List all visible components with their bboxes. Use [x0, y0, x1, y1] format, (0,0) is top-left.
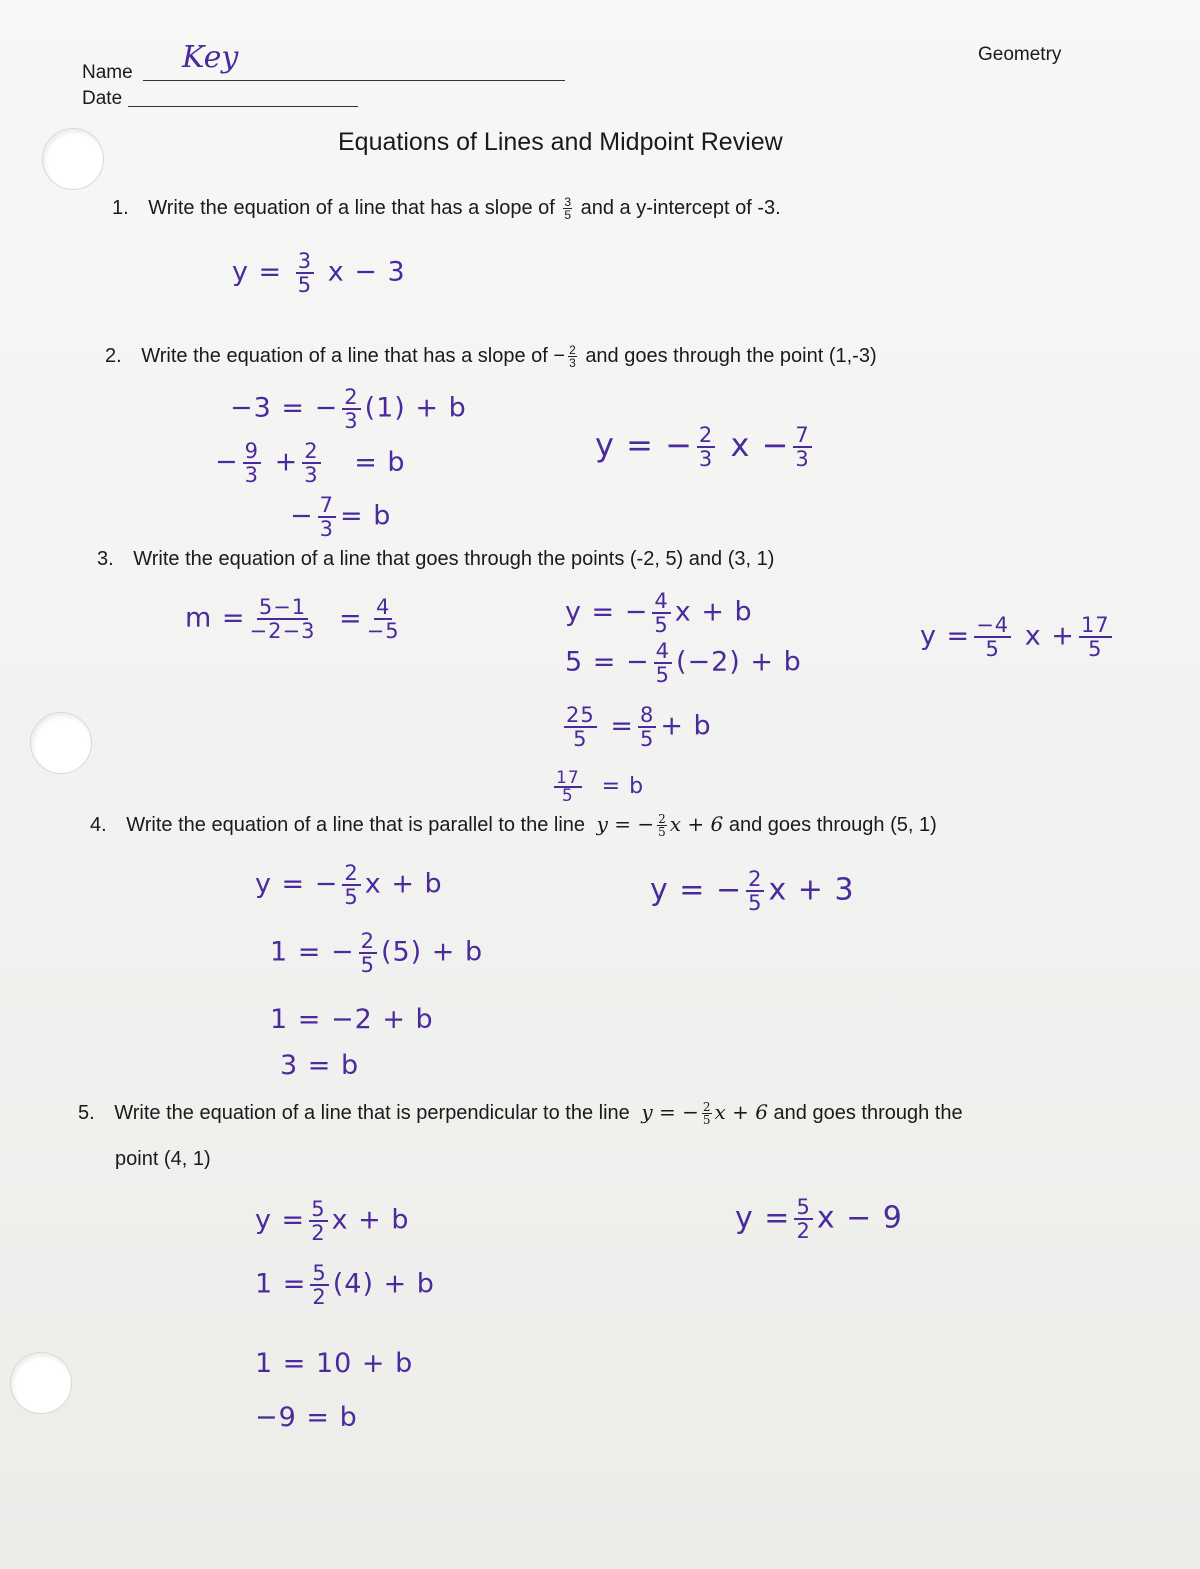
- question-5-text-c: point (4, 1): [115, 1148, 211, 1170]
- question-2-number: 2.: [105, 344, 122, 367]
- answer-4: y = − $\frac{2}{5}$ x + 3: [650, 867, 855, 915]
- question-4-text-b: and goes through (5, 1): [728, 814, 937, 836]
- work-2-step-3: − $\frac{7}{3}$ = b: [290, 493, 392, 541]
- question-2-text-b: and goes through the point (1,-3): [585, 344, 877, 367]
- question-5-number: 5.: [78, 1102, 95, 1124]
- date-label: Date: [82, 88, 123, 109]
- work-5-step-1: y = $\frac{5}{2}$ x + b: [255, 1197, 410, 1245]
- question-2-slope: $\frac{2}{3}$: [569, 343, 576, 370]
- course-label: Geometry: [978, 44, 1062, 65]
- question-4-equation: y = − $\frac{2}{5}$ x + 6: [596, 812, 724, 839]
- work-4-step-3: 1 = −2 + b: [270, 1004, 434, 1035]
- work-3-slope: m = $\frac{5-1}{-2-3}$ = $\frac{4}{-5}$: [185, 595, 400, 643]
- question-4-text-a: Write the equation of a line that is parallel to the line: [126, 814, 586, 836]
- work-5-step-3: 1 = 10 + b: [255, 1348, 414, 1379]
- work-2-step-1: −3 = − $\frac{2}{3}$ (1) + b: [230, 385, 467, 433]
- question-2: 2. Write the equation of a line that has a slope of − $\frac{2}{3}$ and goes through the point (1,-3): [105, 343, 877, 370]
- answer-1: y = $\frac{3}{5}$ x − 3: [232, 249, 406, 297]
- page-title: Equations of Lines and Midpoint Review: [338, 128, 783, 156]
- question-5: [78, 1100, 963, 1126]
- work-2-step-2: − $\frac{9}{3}$ + $\frac{2}{3}$ = b: [215, 439, 406, 487]
- work-5-step-2: 1 = $\frac{5}{2}$ (4) + b: [255, 1261, 435, 1309]
- question-5-text-a: Write the equation of a line that is perpendicular to the line: [114, 1102, 630, 1124]
- work-4-step-1: y = − $\frac{2}{5}$ x + b: [255, 861, 443, 909]
- question-2-text-a: Write the equation of a line that has a slope of: [141, 344, 548, 367]
- date-underline: [128, 106, 358, 107]
- name-underline: [143, 80, 565, 81]
- answer-3: y = $\frac{-4}{5}$ x + $\frac{17}{5}$: [920, 613, 1110, 661]
- question-5-text-b: and goes through the: [773, 1102, 963, 1124]
- answer-5: y = $\frac{5}{2}$ x − 9: [735, 1195, 903, 1243]
- work-3-step-4: $\frac{17}{5}$ = b: [556, 768, 645, 806]
- work-4-step-2: 1 = − $\frac{2}{5}$ (5) + b: [270, 929, 484, 977]
- work-3-step-1: y = − $\frac{4}{5}$ x + b: [565, 589, 753, 637]
- question-3-text: Write the equation of a line that goes through the points (-2, 5) and (3, 1): [133, 548, 775, 570]
- binder-hole-bottom: [10, 1352, 72, 1414]
- work-4-step-4: 3 = b: [280, 1050, 360, 1081]
- binder-hole-top: [42, 128, 104, 190]
- question-4-number: 4.: [90, 814, 107, 836]
- question-1-text-a: Write the equation of a line that has a slope of: [148, 196, 555, 219]
- question-1-text-b: and a y-intercept of -3.: [580, 196, 781, 219]
- question-1-number: 1.: [112, 196, 129, 219]
- work-3-step-2: 5 = − $\frac{4}{5}$ (−2) + b: [565, 639, 802, 687]
- name-label: Name: [82, 62, 133, 83]
- work-3-step-3: $\frac{25}{5}$ = $\frac{8}{5}$ + b: [566, 703, 712, 751]
- question-1-slope: $\frac{3}{5}$: [564, 195, 572, 222]
- question-1: [112, 196, 781, 221]
- binder-hole-middle: [30, 712, 92, 774]
- work-5-step-4: −9 = b: [255, 1402, 358, 1433]
- name-value: Key: [182, 40, 239, 75]
- question-5-equation: y = − $\frac{2}{5}$ x + 6: [641, 1100, 768, 1127]
- question-4: [90, 812, 937, 838]
- question-3: [97, 548, 774, 571]
- answer-2: y = − $\frac{2}{3}$ x − $\frac{7}{3}$: [595, 423, 810, 471]
- question-3-number: 3.: [97, 548, 114, 570]
